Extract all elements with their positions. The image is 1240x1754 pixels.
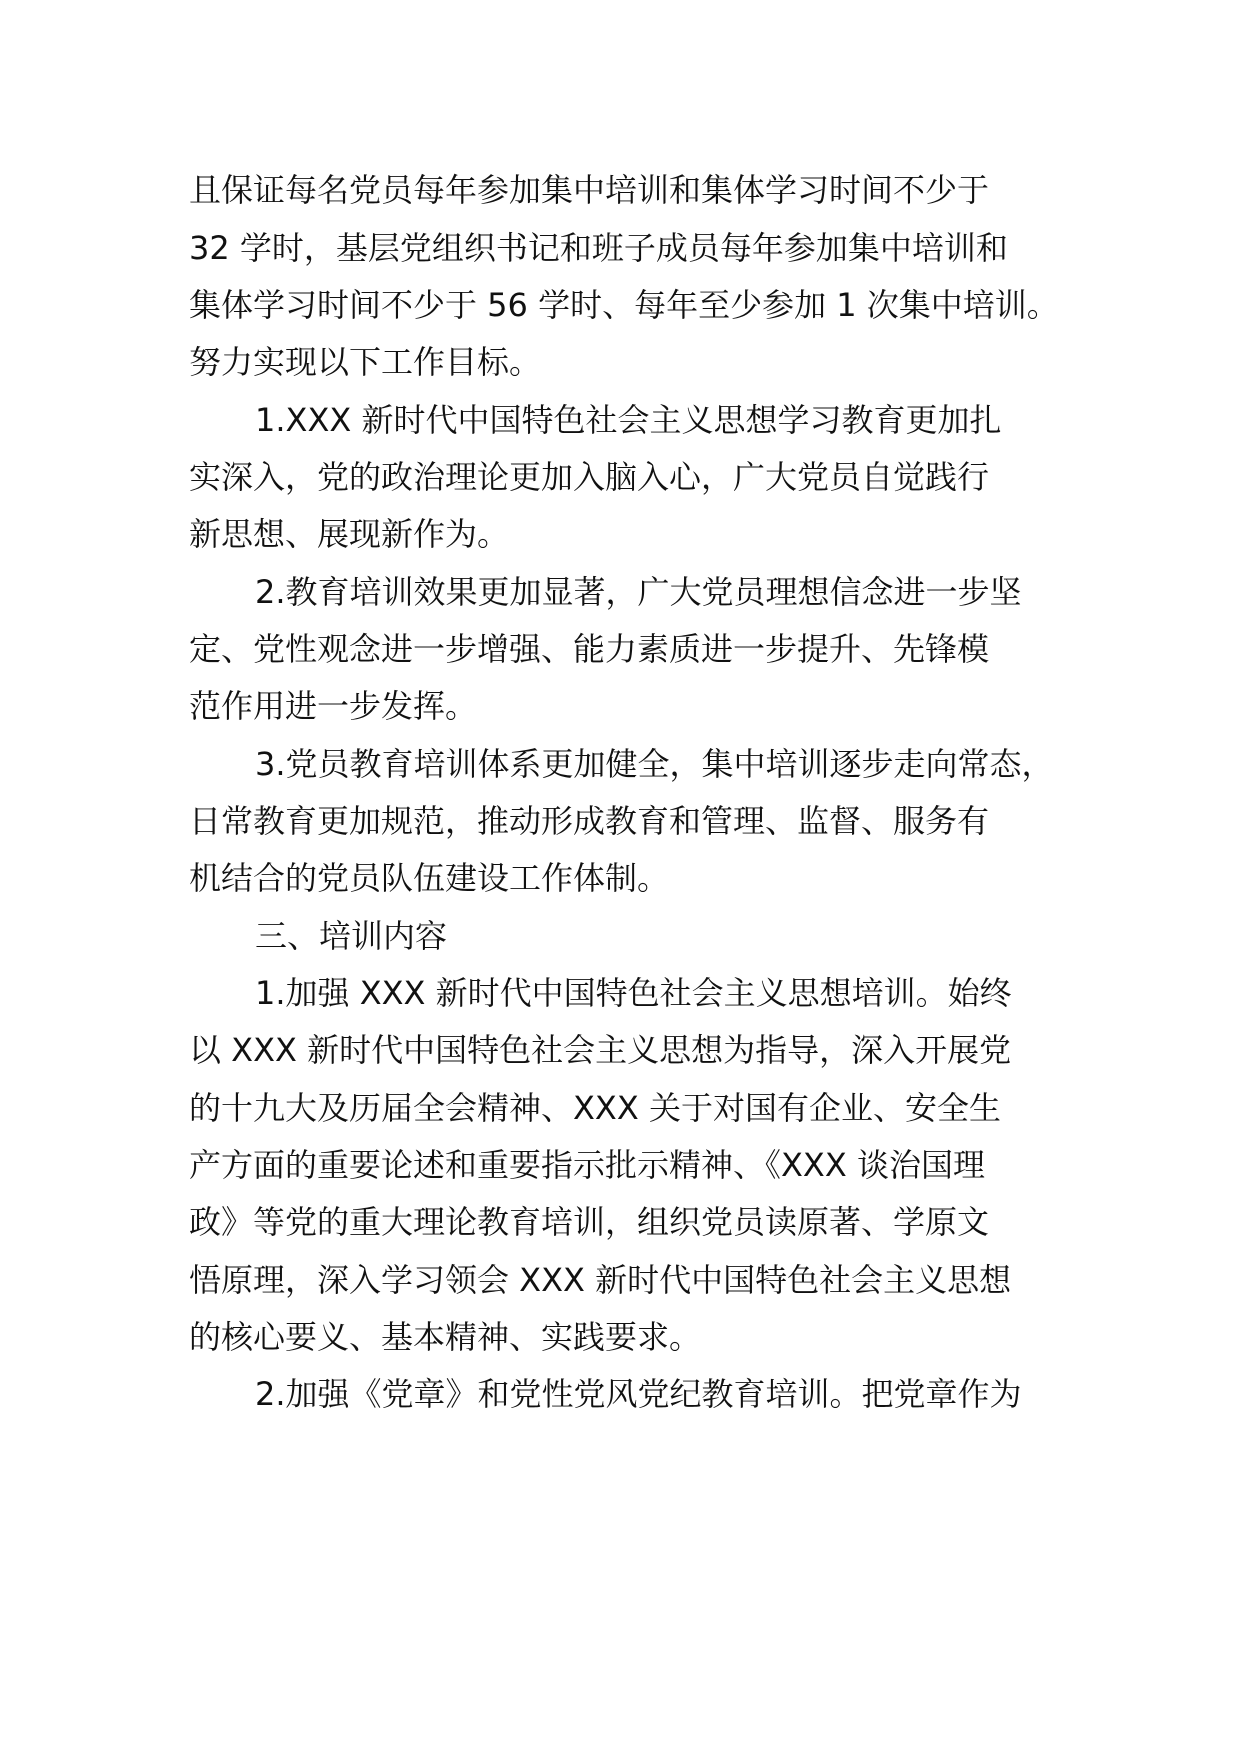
text-line: 实深入，党的政治理论更加入脑入心，广大党员自觉践行 — [189, 458, 990, 496]
paragraph-start-line: 1.加强 XXX 新时代中国特色社会主义思想培训。始终 — [255, 974, 1012, 1012]
text-line: 新思想、展现新作为。 — [189, 515, 510, 553]
text-line: 且保证每名党员每年参加集中培训和集体学习时间不少于 — [189, 171, 990, 209]
paragraph-start-line: 2.教育培训效果更加显著，广大党员理想信念进一步坚 — [255, 573, 1022, 611]
paragraph-start-line: 2.加强《党章》和党性党风党纪教育培训。把党章作为 — [255, 1375, 1022, 1413]
section-heading: 三、培训内容 — [255, 917, 448, 955]
text-line: 定、党性观念进一步增强、能力素质进一步提升、先锋模 — [189, 630, 990, 668]
text-line: 以 XXX 新时代中国特色社会主义思想为指导，深入开展党 — [189, 1031, 1012, 1069]
text-line: 机结合的党员队伍建设工作体制。 — [189, 859, 670, 897]
text-line: 的十九大及历届全会精神、XXX 关于对国有企业、安全生 — [189, 1089, 1001, 1127]
text-line: 产方面的重要论述和重要指示批示精神、《XXX 谈治国理 — [189, 1146, 985, 1184]
paragraph-start-line: 1.XXX 新时代中国特色社会主义思想学习教育更加扎 — [255, 401, 1002, 439]
text-line: 政》等党的重大理论教育培训，组织党员读原著、学原文 — [189, 1203, 990, 1241]
text-line: 范作用进一步发挥。 — [189, 687, 478, 725]
text-line: 日常教育更加规范，推动形成教育和管理、监督、服务有 — [189, 802, 990, 840]
text-line: 的核心要义、基本精神、实践要求。 — [189, 1318, 702, 1356]
text-line: 集体学习时间不少于 56 学时、每年至少参加 1 次集中培训。 — [189, 286, 1059, 324]
text-line: 32 学时，基层党组织书记和班子成员每年参加集中培训和 — [189, 229, 1008, 267]
text-line: 悟原理，深入学习领会 XXX 新时代中国特色社会主义思想 — [189, 1261, 1012, 1299]
paragraph-start-line: 3.党员教育培训体系更加健全，集中培训逐步走向常态， — [255, 745, 1054, 783]
text-line: 努力实现以下工作目标。 — [189, 343, 542, 381]
